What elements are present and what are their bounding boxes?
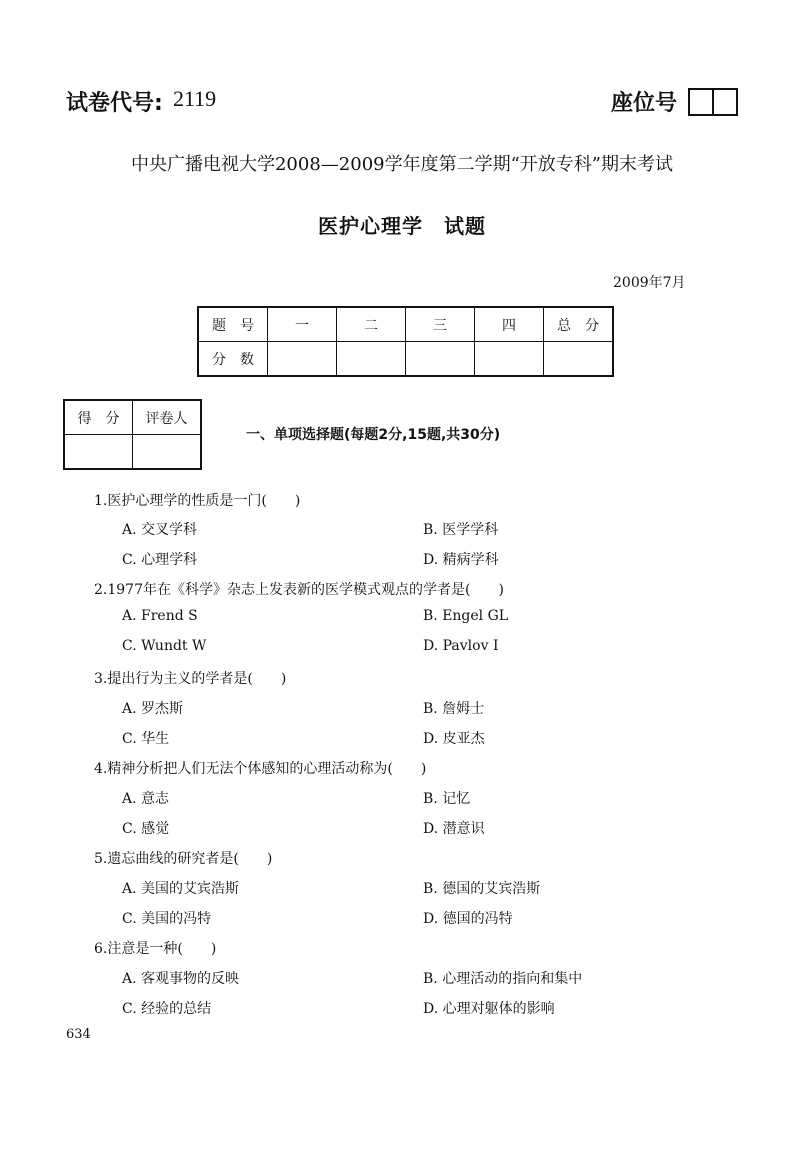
question-stem: 3.提出行为主义的学者是( ) (94, 671, 287, 687)
option-d: D. 潜意识 (423, 821, 485, 837)
option-d: D. 心理对躯体的影响 (423, 1001, 555, 1017)
question-stem: 5.遗忘曲线的研究者是( ) (94, 851, 273, 867)
option-b: B. Engel GL (423, 608, 509, 624)
score-cell-2 (337, 342, 406, 377)
option-a: A. 交叉学科 (122, 522, 198, 538)
grader-table-header: 得 分 (64, 400, 133, 435)
score-table-cell: 分 数 (198, 342, 268, 377)
question-stem: 6.注意是一种( ) (94, 941, 217, 957)
exam-header: 中央广播电视大学2008—2009学年度第二学期“开放专科”期末考试 (130, 154, 674, 175)
option-c: C. 经验的总结 (122, 1001, 212, 1017)
option-d: D. 精病学科 (423, 552, 499, 568)
option-d: D. 皮亚杰 (423, 731, 485, 747)
option-c: C. 感觉 (122, 821, 170, 837)
grader-table (63, 399, 202, 470)
score-cell-4 (475, 342, 544, 377)
seat-number-label: 座位号 (611, 91, 678, 116)
option-d: D. Pavlov I (423, 638, 499, 654)
question-stem: 1.医护心理学的性质是一门( ) (94, 493, 301, 509)
option-b: B. 心理活动的指向和集中 (423, 971, 583, 987)
score-table-cell: 四 (475, 307, 544, 342)
option-c: C. 美国的冯特 (122, 911, 212, 927)
score-table (197, 306, 614, 377)
paper-code: 2119 (173, 86, 217, 111)
question-stem: 2.1977年在《科学》杂志上发表新的医学模式观点的学者是( ) (94, 582, 504, 598)
score-cell-1 (268, 342, 337, 377)
option-d: D. 德国的冯特 (423, 911, 513, 927)
section-title: 一、单项选择题(每题2分,15题,共30分) (246, 427, 501, 443)
seat-number-boxes (690, 88, 738, 116)
option-b: B. 德国的艾宾浩斯 (423, 881, 541, 897)
score-table-cell: 一 (268, 307, 337, 342)
option-b: B. 记忆 (423, 791, 471, 807)
exam-date: 2009年7月 (613, 275, 686, 291)
seat-number-box (712, 88, 738, 116)
option-b: B. 詹姆士 (423, 701, 485, 717)
score-cell-3 (406, 342, 475, 377)
score-table-cell: 三 (406, 307, 475, 342)
seat-number-box (688, 88, 714, 116)
page-number: 634 (66, 1027, 91, 1042)
grader-table-header: 评卷人 (133, 400, 202, 435)
score-table-header-row (198, 307, 613, 342)
option-c: C. 心理学科 (122, 552, 198, 568)
exam-title: 医护心理学 试题 (318, 214, 486, 238)
option-a: A. 美国的艾宾浩斯 (122, 881, 240, 897)
score-cell-total (544, 342, 614, 377)
option-a: A. 客观事物的反映 (122, 971, 240, 987)
option-a: A. 罗杰斯 (122, 701, 184, 717)
grader-score-cell (64, 435, 133, 470)
score-table-score-row (198, 342, 613, 377)
score-table-cell: 题 号 (198, 307, 268, 342)
score-table-cell: 二 (337, 307, 406, 342)
question-stem: 4.精神分析把人们无法个体感知的心理活动称为( ) (94, 761, 427, 777)
paper-code-label: 试卷代号: (66, 91, 163, 116)
grader-name-cell (133, 435, 202, 470)
score-table-cell: 总 分 (544, 307, 614, 342)
option-a: A. Frend S (122, 608, 198, 624)
option-b: B. 医学学科 (423, 522, 499, 538)
option-a: A. 意志 (122, 791, 170, 807)
option-c: C. Wundt W (122, 638, 207, 654)
option-c: C. 华生 (122, 731, 170, 747)
